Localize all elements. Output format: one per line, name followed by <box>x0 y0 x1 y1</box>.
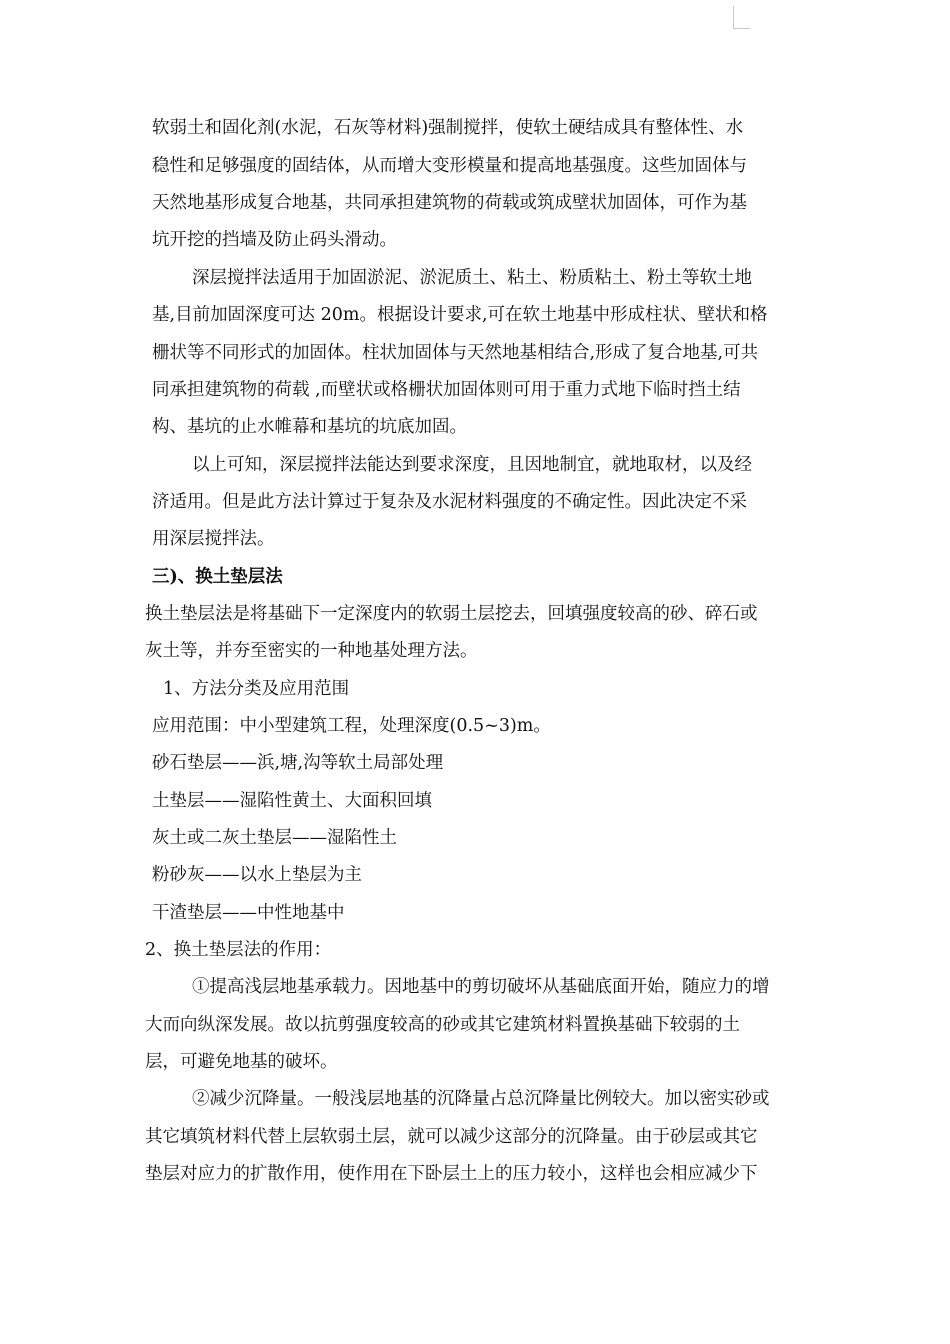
text-line: 换土垫层法是将基础下一定深度内的软弱土层挖去，回填强度较高的砂、碎石或 <box>145 604 758 624</box>
text-line: 稳性和足够强度的固结体，从而增大变形模量和提高地基强度。这些加固体与 <box>152 156 747 176</box>
text-line: ①提高浅层地基承载力。因地基中的剪切破坏从基础底面开始，随应力的增 <box>192 977 770 997</box>
text-line: 深层搅拌法适用于加固淤泥、淤泥质土、粘土、粉质粘土、粉土等软土地 <box>192 268 752 288</box>
text-line: 1、方法分类及应用范围 <box>163 679 350 699</box>
text-line: 层，可避免地基的破坏。 <box>145 1052 338 1072</box>
text-line: 灰土等，并夯至密实的一种地基处理方法。 <box>145 641 478 661</box>
text-line: 应用范围：中小型建筑工程，处理深度(0.5~3)m。 <box>152 716 551 736</box>
text-line: 粉砂灰——以水上垫层为主 <box>152 865 362 885</box>
page-corner-mark <box>733 6 750 29</box>
text-line: 土垫层——湿陷性黄土、大面积回填 <box>152 791 432 811</box>
text-line: 栅状等不同形式的加固体。柱状加固体与天然地基相结合,形成了复合地基,可共 <box>152 343 759 363</box>
text-line: 基,目前加固深度可达 20m。根据设计要求,可在软土地基中形成柱状、壁状和格 <box>152 305 768 325</box>
text-line: 以上可知，深层搅拌法能达到要求深度，且因地制宜，就地取材，以及经 <box>192 455 752 475</box>
text-line: 砂石垫层——浜,塘,沟等软土局部处理 <box>152 753 444 773</box>
text-line: 灰土或二灰土垫层——湿陷性土 <box>152 828 397 848</box>
text-line: 垫层对应力的扩散作用，使作用在下卧层土上的压力较小，这样也会相应减少下 <box>145 1164 758 1184</box>
text-line: 构、基坑的止水帷幕和基坑的坑底加固。 <box>152 417 467 437</box>
text-line: 2、换土垫层法的作用： <box>145 940 332 960</box>
text-line: ②减少沉降量。一般浅层地基的沉降量占总沉降量比例较大。加以密实砂或 <box>192 1089 770 1109</box>
text-line: 同承担建筑物的荷载 ,而壁状或格栅状加固体则可用于重力式地下临时挡土结 <box>152 380 741 400</box>
text-line: 天然地基形成复合地基，共同承担建筑物的荷载或筑成壁状加固体，可作为基 <box>152 193 747 213</box>
text-line: 干渣垫层——中性地基中 <box>152 903 345 923</box>
text-line: 用深层搅拌法。 <box>152 529 275 549</box>
text-line: 软弱土和固化剂(水泥，石灰等材料)强制搅拌，使软土硬结成具有整体性、水 <box>152 118 744 138</box>
text-line: 济适用。但是此方法计算过于复杂及水泥材料强度的不确定性。因此决定不采 <box>152 492 747 512</box>
text-line: 其它填筑材料代替上层软弱土层，就可以减少这部分的沉降量。由于砂层或其它 <box>145 1127 758 1147</box>
text-line: 大而向纵深发展。故以抗剪强度较高的砂或其它建筑材料置换基础下较弱的土 <box>145 1015 740 1035</box>
section-heading: 三)、换土垫层法 <box>152 567 283 587</box>
text-line: 坑开挖的挡墙及防止码头滑动。 <box>152 230 397 250</box>
